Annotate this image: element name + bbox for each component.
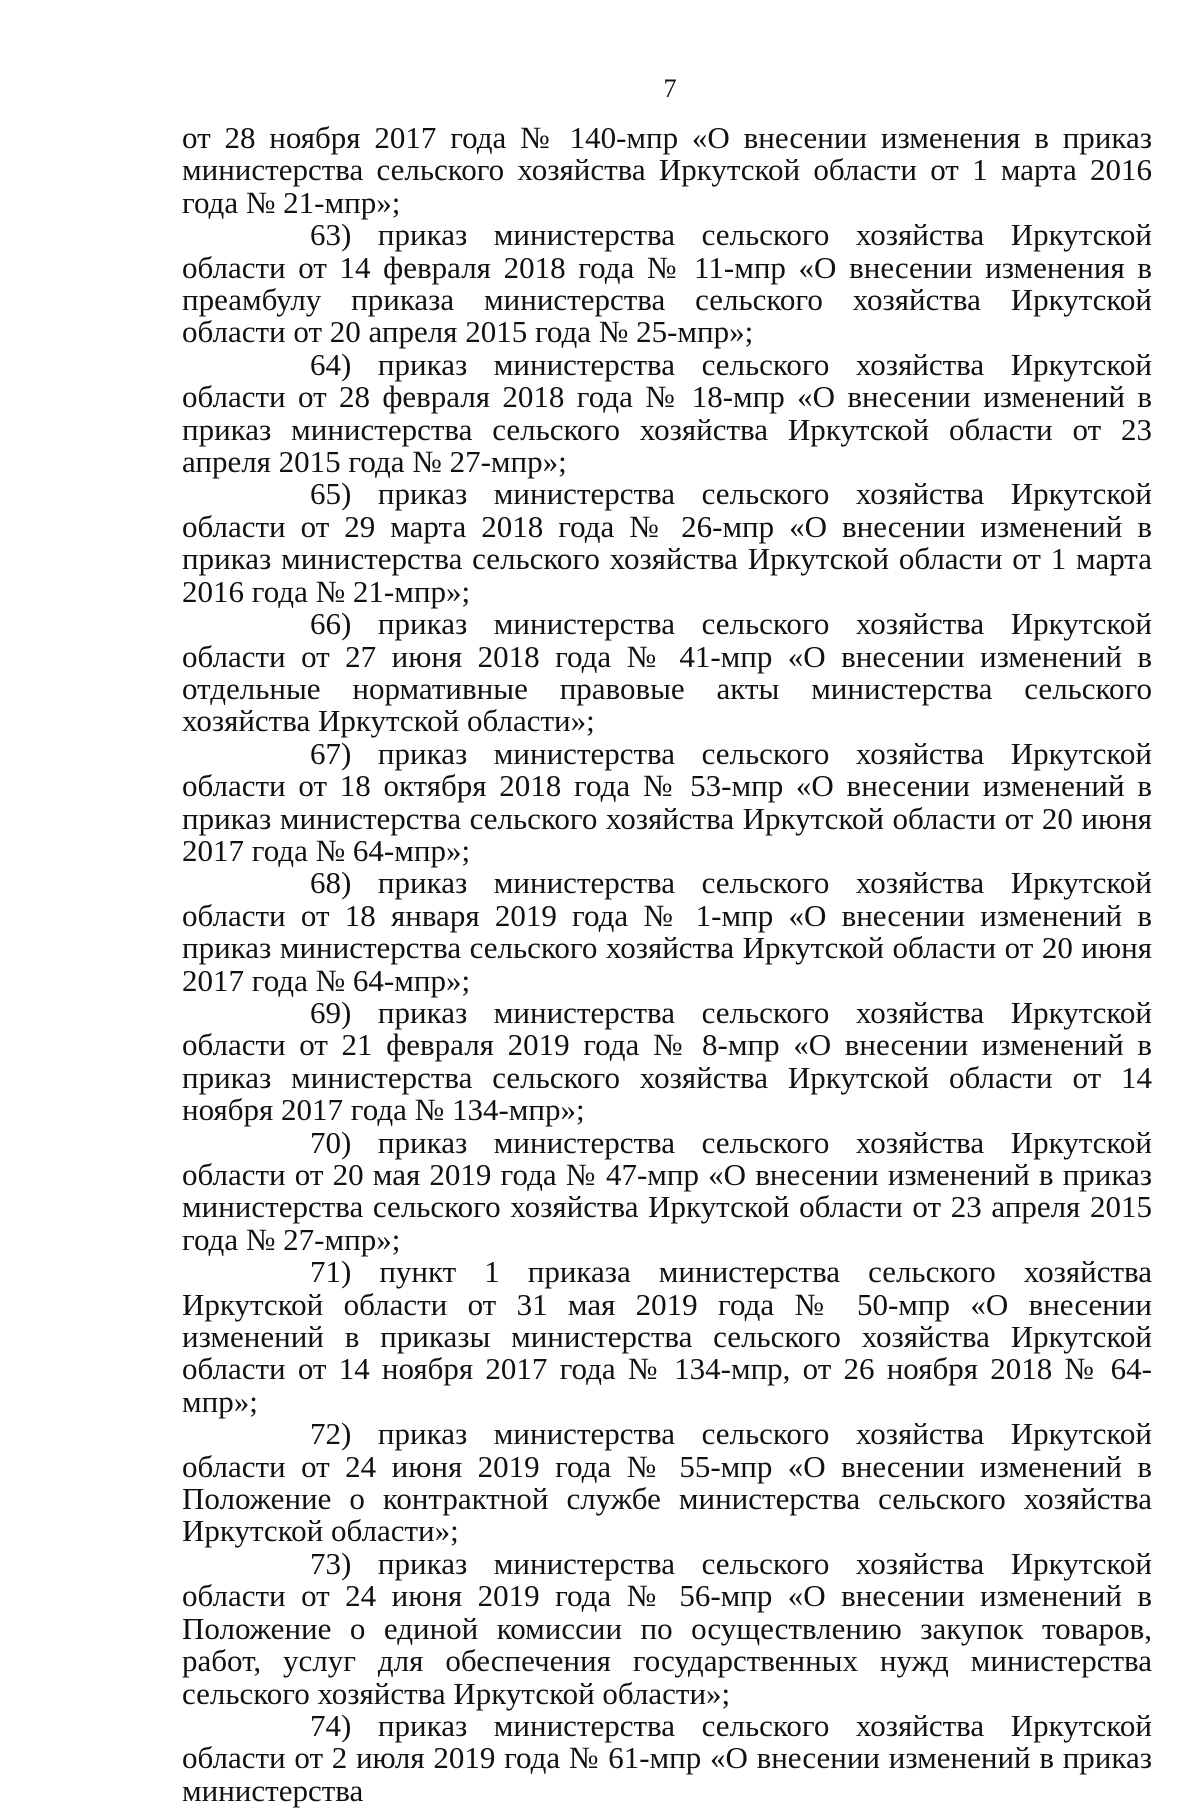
item-text: приказ министерства сельского хозяйства Иркутской области от 27 июня 2018 года № 41-мпр «О внесении изменений в отдельные нормативные правовые акты министерства сельского хозяйства Иркутской области»; (182, 606, 1152, 739)
item-text: приказ министерства сельского хозяйства Иркутской области от 2 июля 2019 года № 61-мпр «О внесении изменений в приказ министерства (182, 1707, 1152, 1808)
item-number: 73) (310, 1545, 352, 1581)
list-item-70 (182, 1124, 1152, 1257)
list-item-74 (182, 1707, 1152, 1808)
document-body (182, 122, 1152, 1807)
list-item-67 (182, 735, 1152, 868)
item-number: 72) (310, 1416, 352, 1452)
list-item-64 (182, 346, 1152, 480)
page-number: 7 (663, 74, 677, 103)
item-number: 74) (310, 1707, 352, 1743)
list-item-69 (182, 994, 1152, 1128)
item-number: 65) (310, 476, 352, 512)
paragraph-text: от 28 ноября 2017 года № 140-мпр «О внесении изменения в приказ министерства сельского хозяйства Иркутской области от 1 марта 2016 года № 21-мпр»; (182, 120, 1152, 220)
list-item-71 (182, 1256, 1152, 1418)
item-number: 63) (310, 217, 352, 253)
list-item-68 (182, 867, 1152, 997)
item-text: приказ министерства сельского хозяйства Иркутской области от 29 марта 2018 года № 26-мпр «О внесении изменений в приказ министерства сельского хозяйства Иркутской области от 1 марта 2016 года № 21-мпр»; (182, 476, 1152, 609)
item-text: приказ министерства сельского хозяйства Иркутской области от 18 января 2019 года № 1-мпр «О внесении изменений в приказ министерства сельского хозяйства Иркутской области от 20 июня 2017 года № 64-мпр»; (182, 865, 1152, 998)
item-number: 70) (310, 1124, 352, 1160)
list-item-66 (182, 608, 1152, 738)
item-text: приказ министерства сельского хозяйства Иркутской области от 24 июня 2019 года № 56-мпр «О внесении изменений в Положение о единой комиссии по осуществлению закупок товаров, работ, услуг для обеспечения государственных нужд министерства сельского хозяйства Иркутской области»; (182, 1545, 1152, 1711)
item-number: 64) (310, 346, 352, 382)
item-number: 67) (310, 735, 352, 771)
item-number: 68) (310, 865, 352, 901)
item-number: 69) (310, 994, 352, 1030)
item-text: приказ министерства сельского хозяйства Иркутской области от 28 февраля 2018 года № 18-мпр «О внесении изменений в приказ министерства сельского хозяйства Иркутской области от 23 апреля 2015 года № 27-мпр»; (182, 346, 1152, 480)
paragraph-continuation (182, 122, 1152, 219)
item-text: приказ министерства сельского хозяйства Иркутской области от 14 февраля 2018 года № 11-мпр «О внесении изменения в преамбулу приказа министерства сельского хозяйства Иркутской области от 20 апреля 2015 года № 25-мпр»; (182, 217, 1152, 350)
item-text: приказ министерства сельского хозяйства Иркутской области от 24 июня 2019 года № 55-мпр «О внесении изменений в Положение о контрактной службе министерства сельского хозяйства Иркутской области»; (182, 1416, 1152, 1549)
list-item-63 (182, 219, 1152, 349)
item-text: приказ министерства сельского хозяйства Иркутской области от 20 мая 2019 года № 47-мпр «О внесении изменений в приказ министерства сельского хозяйства Иркутской области от 23 апреля 2015 года № 27-мпр»; (182, 1124, 1152, 1257)
item-number: 66) (310, 606, 352, 642)
item-number: 71) (310, 1254, 352, 1290)
list-item-73 (182, 1545, 1152, 1711)
list-item-65 (182, 478, 1152, 608)
item-text: приказ министерства сельского хозяйства Иркутской области от 21 февраля 2019 года № 8-мпр «О внесении изменений в приказ министерства сельского хозяйства Иркутской области от 14 ноября 2017 года № 134-мпр»; (182, 994, 1152, 1128)
item-text: приказ министерства сельского хозяйства Иркутской области от 18 октября 2018 года № 53-мпр «О внесении изменений в приказ министерства сельского хозяйства Иркутской области от 20 июня 2017 года № 64-мпр»; (182, 735, 1152, 868)
item-text: пункт 1 приказа министерства сельского хозяйства Иркутской области от 31 мая 2019 года № 50-мпр «О внесении изменений в приказы министерства сельского хозяйства Иркутской области от 14 ноября 2017 года № 134-мпр, от 26 ноября 2018 № 64-мпр»; (182, 1254, 1152, 1419)
list-item-72 (182, 1418, 1152, 1548)
